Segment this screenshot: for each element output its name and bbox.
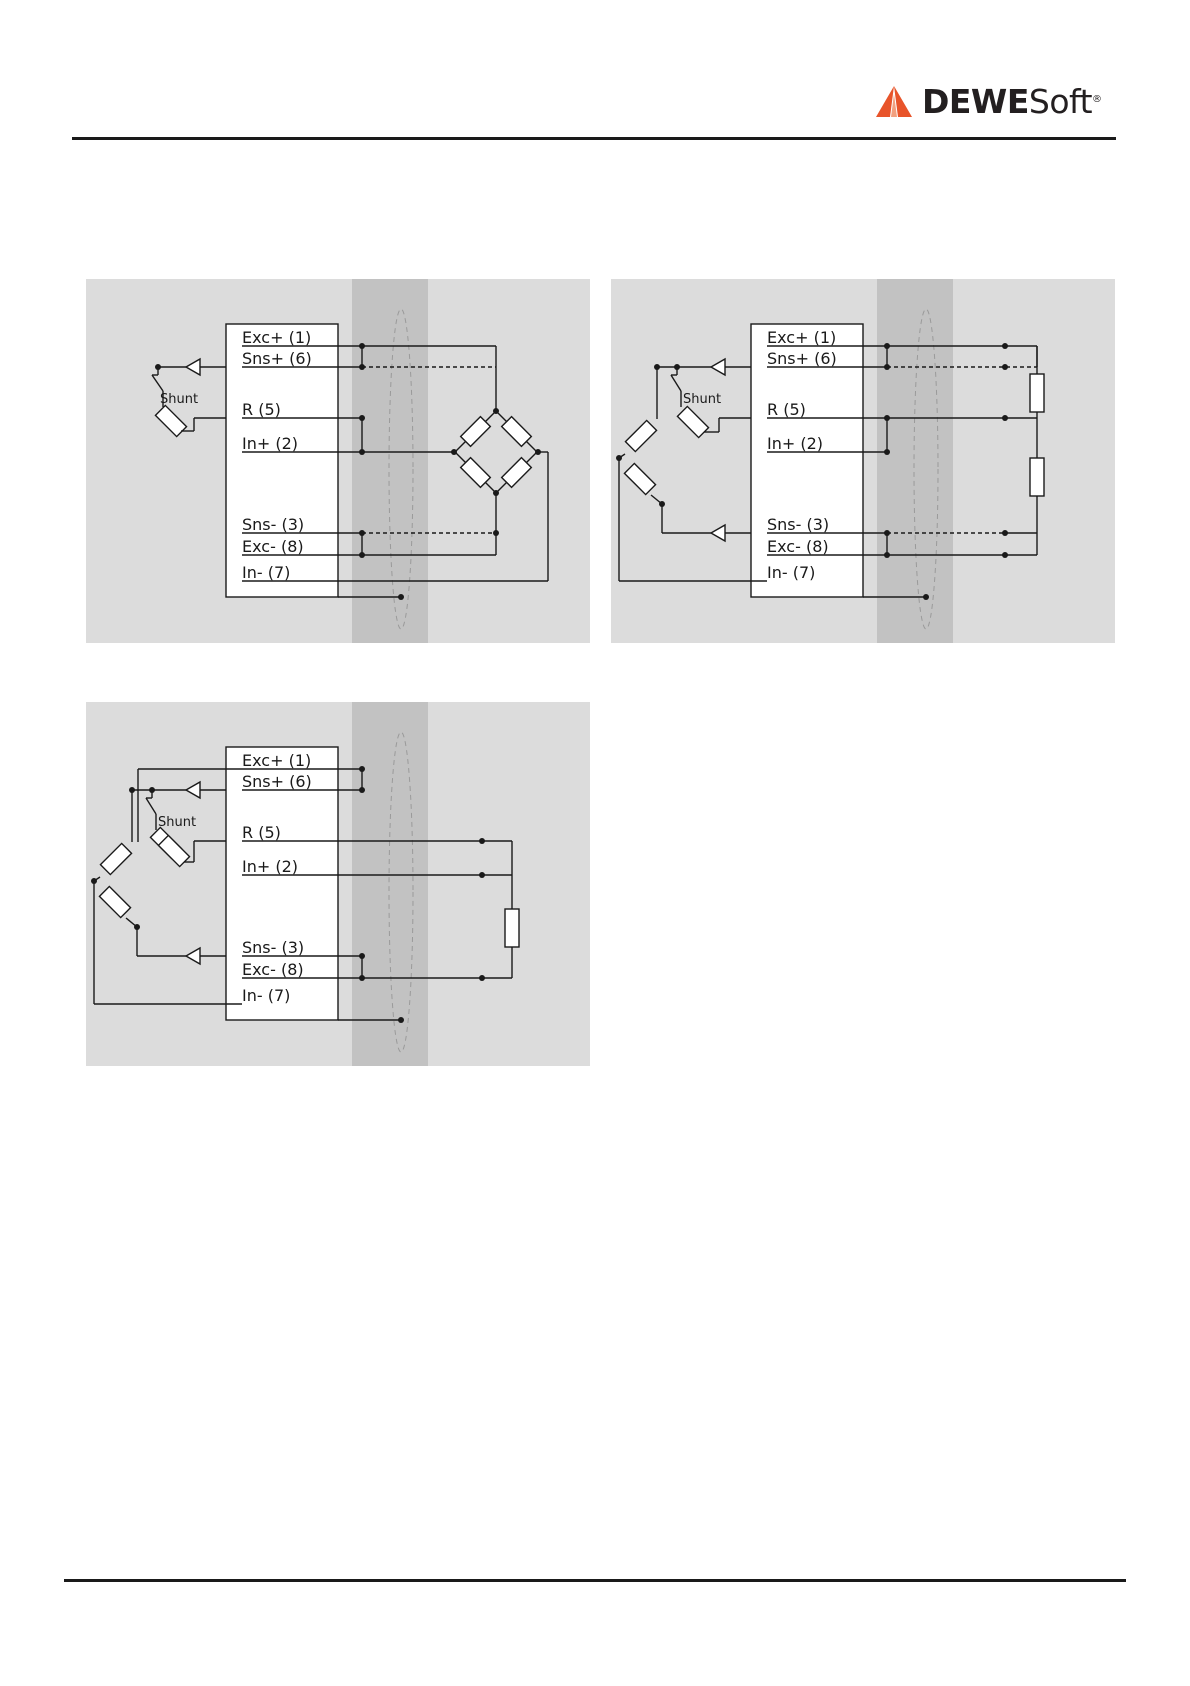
label-r: R (5) [242,400,281,419]
label-exc-minus: Exc- (8) [242,960,304,979]
label-sns-minus: Sns- (3) [242,515,305,534]
cable-band [352,279,428,643]
header-rule [72,137,1116,140]
footer-rule [64,1579,1126,1582]
logo-wordmark: DEWESoft® [922,82,1102,121]
label-exc-plus: Exc+ (1) [767,328,837,347]
label-in-plus: In+ (2) [767,434,824,453]
label-in-plus: In+ (2) [242,857,299,876]
label-in-minus: In- (7) [242,563,291,582]
label-shunt: Shunt [158,815,197,830]
half-bridge-diagram [611,279,1115,643]
cable-band [877,279,953,643]
logo-mark-icon [876,86,912,118]
label-sns-minus: Sns- (3) [242,938,305,957]
label-shunt: Shunt [160,392,199,407]
quarter-bridge-diagram [86,702,590,1066]
label-in-plus: In+ (2) [242,434,299,453]
cable-band [352,702,428,1066]
label-sns-plus: Sns+ (6) [767,349,837,368]
label-exc-minus: Exc- (8) [767,537,829,556]
dewesoft-logo [876,80,1102,124]
label-shunt: Shunt [683,392,722,407]
label-sns-minus: Sns- (3) [767,515,830,534]
label-r: R (5) [242,823,281,842]
label-sns-plus: Sns+ (6) [242,349,312,368]
label-exc-plus: Exc+ (1) [242,328,312,347]
label-sns-plus: Sns+ (6) [242,772,312,791]
label-exc-minus: Exc- (8) [242,537,304,556]
full-bridge-diagram [86,279,590,643]
label-in-minus: In- (7) [242,986,291,1005]
label-r: R (5) [767,400,806,419]
label-exc-plus: Exc+ (1) [242,751,312,770]
label-in-minus: In- (7) [767,563,816,582]
